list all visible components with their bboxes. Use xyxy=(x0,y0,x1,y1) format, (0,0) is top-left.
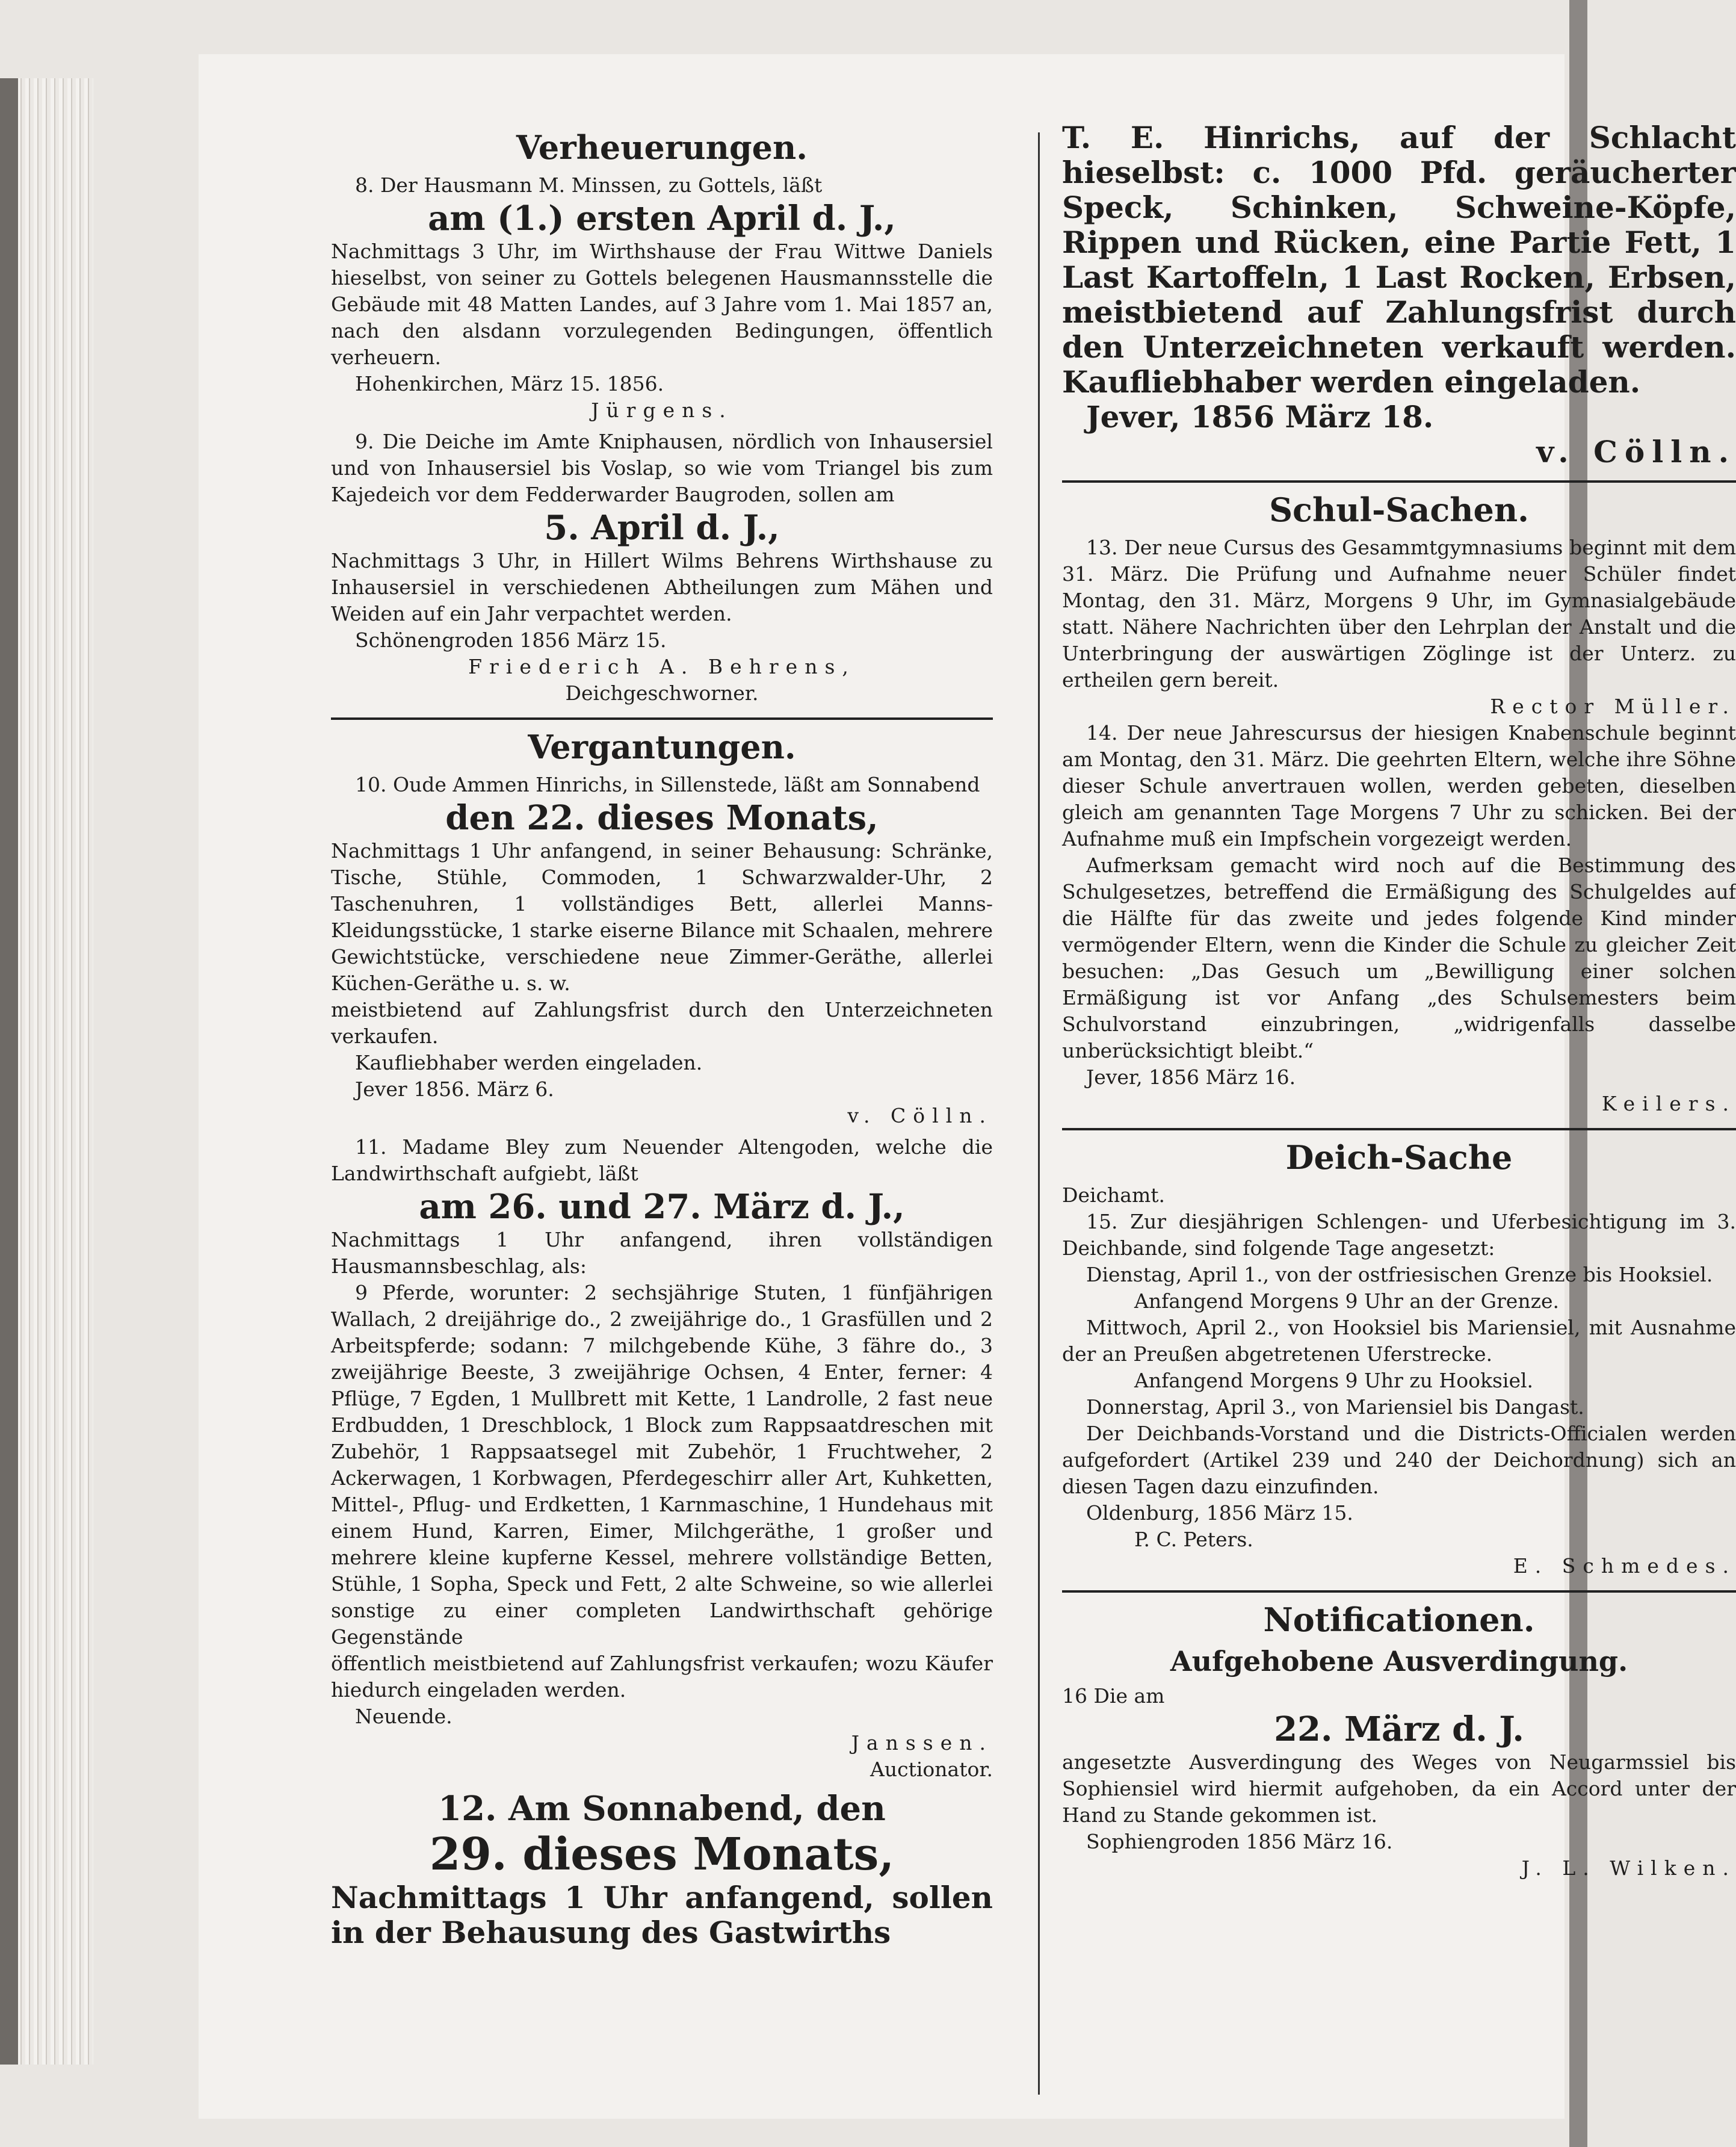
notice-11-place: Neuende. xyxy=(355,1705,453,1728)
notice-8-date: am (1.) ersten April d. J., xyxy=(428,199,896,238)
notice-14-body: 14. Der neue Jahrescursus der hiesigen Knabenschule beginnt am Montag, den 31. März. Die geehrten Eltern, welche ihre Söhne dieser Schule anvertrauen wollen, werden gebeten, dieselben gleich am genannten Tage Morgens 7 Uhr zu schicken. Bei der Aufnahme muß ein Impfschein vorgezeigt werden. xyxy=(1062,721,1736,850)
notice-13-signature: Rector Müller. xyxy=(1490,695,1736,718)
notice-9-body2: Nachmittags 3 Uhr, in Hillert Wilms Behrens Wirthshause zu Inhausersiel in verschiedenen Abtheilungen zum Mähen und Weiden auf ein Jahr verpachtet werden. xyxy=(331,549,993,625)
notice-11-list: 9 Pferde, worunter: 2 sechsjährige Stuten, 1 fünfjährigen Wallach, 2 dreijährige do., 2 zweijährige do., 1 Grasfüllen und 2 Arbeitspferde; sodann: 7 milchgebende Kühe, 3 fähre do., 3 zweijährige Beeste, 3 zweijährige Ochsen, 4 Enter, ferner: 4 Pflüge, 7 Egden, 1 Mullbrett mit Kette, 1 Landrolle, 2 fast neue Erdbudden, 1 Dreschblock, 1 Block zum Rappsaatdreschen mit Zubehör, 1 Rappsaatsegel mit Zubehör, 1 Fruchtweher, 2 Ackerwagen, 1 Korbwagen, Pferdegeschirr aller Art, Kuhketten, Mittel-, Pflug- und Erdketten, 1 Karnmaschine, 1 Hundehaus mit einem Hund, Karren, Eimer, Milchgeräthe, 1 großer und mehrere kleine kupferne Kessel, mehrere vollständige Betten, Stühle, 1 Sopha, Speck und Fett, 2 alte Schweine, so wie allerlei sonstige zu einer completen Landwirthschaft gehörige Gegenstände xyxy=(331,1281,993,1649)
notice-16-place: Sophiengroden 1856 März 16. xyxy=(1086,1830,1393,1853)
notice-16-body: angesetzte Ausverdingung des Weges von Neugarmssiel bis Sophiensiel wird hiermit aufgehoben, da ein Accord unter der Hand zu Stande gekommen ist. xyxy=(1062,1750,1736,1827)
notice-9-date: 5. April d. J., xyxy=(544,508,780,548)
section-title-vergantungen: Vergantungen. xyxy=(528,728,796,766)
notice-9-role: Deichgeschworner. xyxy=(565,681,759,705)
notice-13-body: 13. Der neue Cursus des Gesammtgymnasiums beginnt mit dem 31. März. Die Prüfung und Aufnahme neuer Schüler findet Montag, den 31. März, Morgens 9 Uhr, im Gymnasialgebäude statt. Nähere Nachrichten über den Lehrplan der Anstalt und die Unterbringung der auswärtigen Zöglinge ist der Unterz. zu ertheilen gern bereit. xyxy=(1062,536,1736,692)
notice-10-signature: v. Cölln. xyxy=(847,1104,993,1127)
notice-10-date: den 22. dieses Monats, xyxy=(445,798,879,838)
notice-11-body2: öffentlich meistbietend auf Zahlungsfrist verkaufen; wozu Käufer hiedurch eingeladen werden. xyxy=(331,1652,993,1702)
notice-12-body: Nachmittags 1 Uhr anfangend, sollen in der Behausung des Gastwirths xyxy=(331,1880,993,1950)
continued-notice-body: T. E. Hinrichs, auf der Schlacht hieselbst: c. 1000 Pfd. geräucherter Speck, Schinken, Schweine-Köpfe, Rippen und Rücken, eine Partie Fett, 1 Last Kartoffeln, 1 Last Rocken, Erbsen, meistbietend auf Zahlungsfrist durch den Unterzeichneten verkauft werden. Kaufliebhaber werden eingeladen. xyxy=(1062,120,1736,400)
notice-16-signature: J. L. Wilken. xyxy=(1521,1856,1736,1880)
notice-11-intro: 11. Madame Bley zum Neuender Altengoden, welche die Landwirthschaft aufgiebt, läßt xyxy=(331,1135,993,1185)
notice-12-intro: 12. Am Sonnabend, den xyxy=(438,1789,886,1829)
continued-notice-signature: v. Cölln. xyxy=(1536,434,1736,469)
notice-15-day2: Mittwoch, April 2., von Hooksiel bis Mariensiel, mit Ausnahme der an Preußen abgetretenen Uferstrecke. xyxy=(1062,1316,1736,1366)
section-title-schul-sachen: Schul-Sachen. xyxy=(1269,491,1529,529)
notice-15-day3: Donnerstag, April 3., von Mariensiel bis Dangast. xyxy=(1086,1395,1584,1419)
notice-15-place: Oldenburg, 1856 März 15. xyxy=(1086,1501,1353,1525)
section-title-verheuerungen: Verheuerungen. xyxy=(516,128,808,167)
section-subtitle-ausverdingung: Aufgehobene Ausverdingung. xyxy=(1170,1645,1628,1678)
notice-15-day1: Dienstag, April 1., von der ostfriesischen Grenze bis Hooksiel. xyxy=(1086,1263,1713,1286)
notice-16-date: 22. März d. J. xyxy=(1274,1709,1524,1749)
book-spine xyxy=(0,78,18,2065)
notice-16-intro: 16 Die am xyxy=(1062,1684,1165,1708)
notice-14-place: Jever, 1856 März 16. xyxy=(1086,1065,1296,1089)
notice-11-date: am 26. und 27. März d. J., xyxy=(419,1187,905,1227)
notice-10-body2: meistbietend auf Zahlungsfrist durch den Unterzeichneten verkaufen. xyxy=(331,998,993,1048)
notice-15-signature-2: E. Schmedes. xyxy=(1513,1554,1736,1578)
notice-14-body2: Aufmerksam gemacht wird noch auf die Bestimmung des Schulgesetzes, betreffend die Ermäßigung des Schulgeldes auf die Hälfte für das zweite und jedes folgende Kind minder vermögender Eltern, wenn die Kinder die Schule zu gleicher Zeit besuchen: „Das Gesuch um „Bewilligung einer solchen Ermäßigung ist vor Anfang „des Schulsemesters beim Schulvorstand einzubringen, „widrigenfalls dasselbe unberücksichtigt bleibt.“ xyxy=(1062,854,1736,1062)
notice-11-role: Auctionator. xyxy=(870,1758,993,1781)
notice-15-day2-time: Anfangend Morgens 9 Uhr zu Hooksiel. xyxy=(1134,1369,1534,1392)
notice-8-intro: 8. Der Hausmann M. Minssen, zu Gottels, läßt xyxy=(355,173,823,197)
section-title-deich-sache: Deich-Sache xyxy=(1285,1138,1513,1177)
notice-15-day1-time: Anfangend Morgens 9 Uhr an der Grenze. xyxy=(1134,1289,1559,1313)
continued-notice-place: Jever, 1856 März 18. xyxy=(1086,399,1434,435)
notice-15-body2: Der Deichbands-Vorstand und die Districts-Officialen werden aufgefordert (Artikel 239 und 240 der Deichordnung) sich an diesen Tagen dazu einzufinden. xyxy=(1062,1422,1736,1498)
notice-10-intro: 10. Oude Ammen Hinrichs, in Sillenstede, läßt am Sonnabend xyxy=(355,773,980,796)
notice-9-body: 9. Die Deiche im Amte Kniphausen, nördlich von Inhausersiel und von Inhausersiel bis Voslap, so wie vom Triangel bis zum Kajedeich vor dem Fedderwarder Baugroden, sollen am xyxy=(331,430,993,506)
notice-12-date: 29. dieses Monats, xyxy=(429,1829,895,1880)
notice-10-invite: Kaufliebhaber werden eingeladen. xyxy=(355,1051,703,1074)
notice-11-signature: Janssen. xyxy=(851,1731,993,1755)
section-rule xyxy=(1062,1128,1736,1130)
notice-8-place: Hohenkirchen, März 15. 1856. xyxy=(355,372,664,395)
notice-14-signature: Keilers. xyxy=(1601,1092,1736,1115)
notice-8-signature: Jürgens. xyxy=(591,398,733,422)
section-rule xyxy=(331,717,993,720)
left-column xyxy=(331,120,993,1950)
notice-15-signature-1: P. C. Peters. xyxy=(1134,1528,1253,1551)
notice-15-body: 15. Zur diesjährigen Schlengen- und Uferbesichtigung im 3. Deichbande, sind folgende Tage angesetzt: xyxy=(1062,1210,1736,1260)
section-rule xyxy=(1062,480,1736,483)
section-rule xyxy=(1062,1590,1736,1593)
notice-10-place: Jever 1856. März 6. xyxy=(355,1077,554,1101)
newspaper-page xyxy=(199,54,1736,2119)
right-column xyxy=(1062,120,1736,1882)
column-divider xyxy=(1038,132,1040,2095)
notice-15-heading: Deichamt. xyxy=(1062,1183,1165,1207)
notice-10-body: Nachmittags 1 Uhr anfangend, in seiner Behausung: Schränke, Tische, Stühle, Commoden, 1 Schwarzwalder-Uhr, 2 Taschenuhren, 1 vollständiges Bett, allerlei Manns-Kleidungsstücke, 1 starke eiserne Bilance mit Schaalen, mehrere Gewichtstücke, verschiedene neue Zimmer-Geräthe, allerlei Küchen-Geräthe u. s. w. xyxy=(331,839,993,995)
notice-9-place: Schönengroden 1856 März 15. xyxy=(355,628,667,652)
notice-11-body: Nachmittags 1 Uhr anfangend, ihren vollständigen Hausmannsbeschlag, als: xyxy=(331,1228,993,1278)
notice-8-body: Nachmittags 3 Uhr, im Wirthshause der Frau Wittwe Daniels hieselbst, von seiner zu Gottels belegenen Hausmannsstelle die Gebäude mit 48 Matten Landes, auf 3 Jahre vom 1. Mai 1857 an, nach den alsdann vorzulegenden Bedingungen, öffentlich verheuern. xyxy=(331,240,993,369)
section-title-notificationen: Notificationen. xyxy=(1263,1600,1535,1639)
notice-9-signature: Friederich A. Behrens, xyxy=(468,655,856,678)
